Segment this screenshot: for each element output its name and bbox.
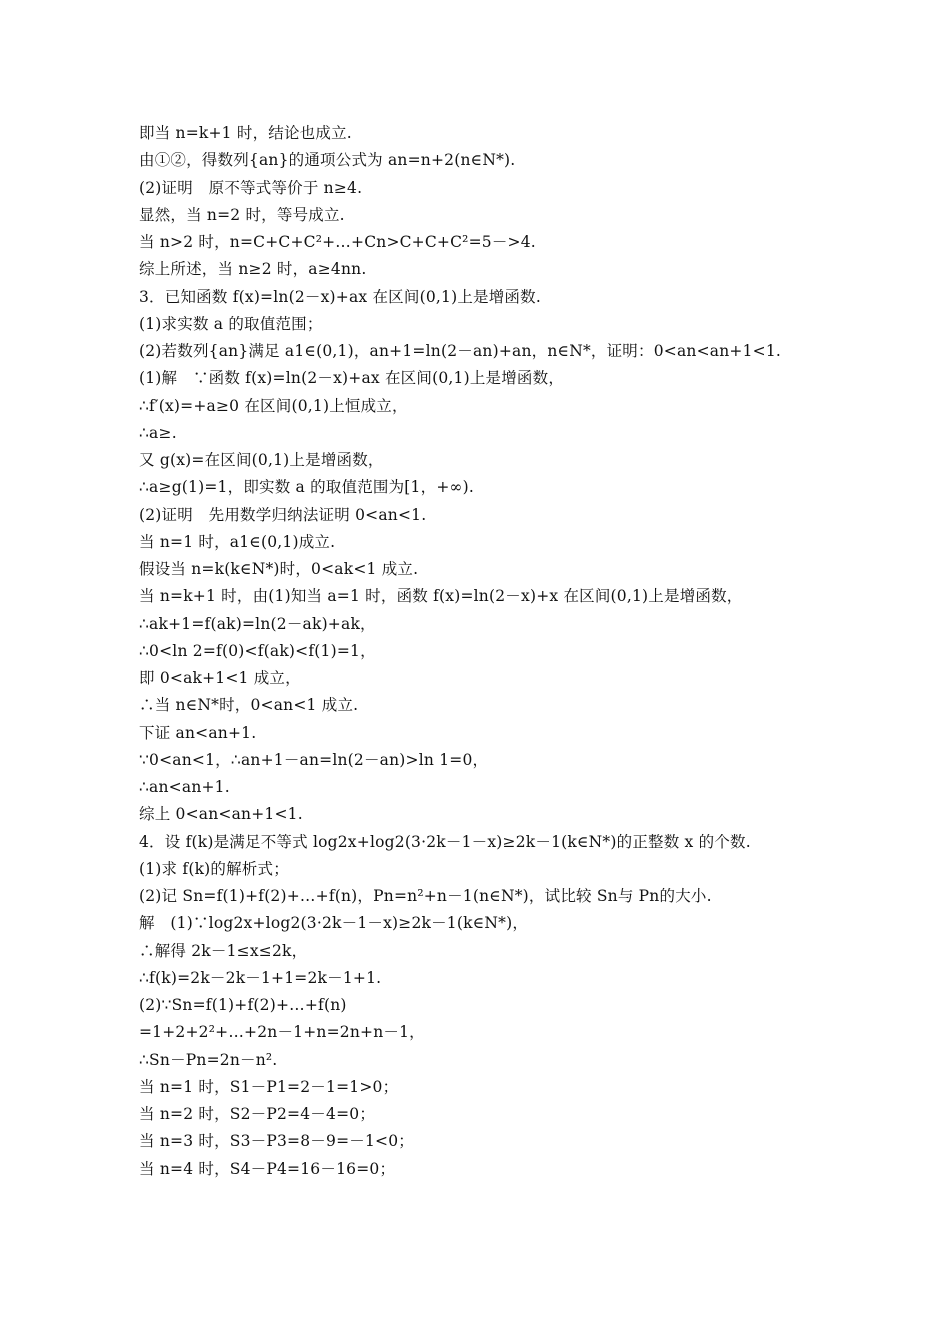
text-line: 解 (1)∵log2x+log2(3·2k－1－x)≥2k－1(k∈N*)， xyxy=(139,914,529,933)
problem-3-part-1: (1)求实数 a 的取值范围； xyxy=(139,314,323,333)
text-line: ∴ak+1=f(ak)=ln(2－ak)+ak， xyxy=(139,614,376,633)
text-line: (2)证明 原不等式等价于 n≥4. xyxy=(139,178,363,197)
problem-4-part-2: (2)记 Sn=f(1)+f(2)+…+f(n)，Pn=n²+n－1(n∈N*)，试比较 Sn与 Pn的大小. xyxy=(139,887,712,905)
text-line: ∴0<ln 2=f(0)<f(ak)<f(1)=1， xyxy=(139,641,376,660)
text-line: 显然，当 n=2 时，等号成立. xyxy=(139,205,345,224)
text-line: 当 n=1 时，a1∈(0,1)成立. xyxy=(139,532,336,551)
problem-3-statement: 3．已知函数 f(x)=ln(2－x)+ax 在区间(0,1)上是增函数. xyxy=(139,287,541,306)
text-line: 当 n>2 时，n=C+C+C²+…+Cn>C+C+C²=5－>4. xyxy=(139,233,536,251)
solution-text xyxy=(139,120,839,1183)
text-line: ∴f(k)=2k－2k－1+1=2k－1+1. xyxy=(139,968,382,987)
text-line: ∴a≥. xyxy=(139,423,177,442)
problem-4-statement: 4．设 f(k)是满足不等式 log2x+log2(3·2k－1－x)≥2k－1(k∈N*)的正整数 x 的个数. xyxy=(139,832,751,851)
text-line: ∴a≥g(1)=1，即实数 a 的取值范围为[1，+∞). xyxy=(139,478,474,497)
text-line: 当 n=4 时，S4－P4=16－16=0； xyxy=(139,1159,396,1178)
text-line: 综上所述，当 n≥2 时，a≥4nn. xyxy=(139,260,367,279)
text-line: 由①②，得数列{an}的通项公式为 an=n+2(n∈N*). xyxy=(139,151,516,170)
problem-3-part-2: (2)若数列{an}满足 a1∈(0,1)，an+1=ln(2－an)+an，n∈N*，证明：0<an<an+1<1. xyxy=(139,342,782,360)
text-line: 即 0<ak+1<1 成立， xyxy=(139,669,301,687)
text-line: ∴当 n∈N*时，0<an<1 成立. xyxy=(139,696,359,715)
text-line: 综上 0<an<an+1<1. xyxy=(139,805,303,824)
text-line: (2)证明 先用数学归纳法证明 0<an<1. xyxy=(139,505,427,524)
text-line: 当 n=2 时，S2－P2=4－4=0； xyxy=(139,1105,376,1123)
problem-4-part-1: (1)求 f(k)的解析式； xyxy=(139,859,289,878)
text-line: ∴an<an+1. xyxy=(139,778,230,796)
text-line: ∴解得 2k－1≤x≤2k， xyxy=(139,941,308,960)
text-line: 当 n=k+1 时，由(1)知当 a=1 时，函数 f(x)=ln(2－x)+x 在区间(0,1)上是增函数， xyxy=(139,587,743,606)
text-line: =1+2+2²+…+2n－1+n=2n+n－1， xyxy=(139,1023,425,1042)
text-line: 下证 an<an+1. xyxy=(139,723,257,742)
text-line: 当 n=1 时，S1－P1=2－1=1>0； xyxy=(139,1077,399,1096)
text-line: (2)∵Sn=f(1)+f(2)+…+f(n) xyxy=(139,996,347,1014)
text-line: 假设当 n=k(k∈N*)时，0<ak<1 成立. xyxy=(139,560,419,578)
text-line: 即当 n=k+1 时，结论也成立. xyxy=(139,124,352,142)
text-line: 当 n=3 时，S3－P3=8－9=－1<0； xyxy=(139,1132,414,1151)
text-line: 又 g(x)=在区间(0,1)上是增函数， xyxy=(139,451,384,469)
text-line: (1)解 ∵函数 f(x)=ln(2－x)+ax 在区间(0,1)上是增函数， xyxy=(139,369,565,388)
text-line: ∴Sn－Pn=2n－n². xyxy=(139,1050,278,1069)
text-line: ∴f′(x)=+a≥0 在区间(0,1)上恒成立， xyxy=(139,396,408,415)
text-line: ∵0<an<1，∴an+1－an=ln(2－an)>ln 1=0， xyxy=(139,750,489,769)
